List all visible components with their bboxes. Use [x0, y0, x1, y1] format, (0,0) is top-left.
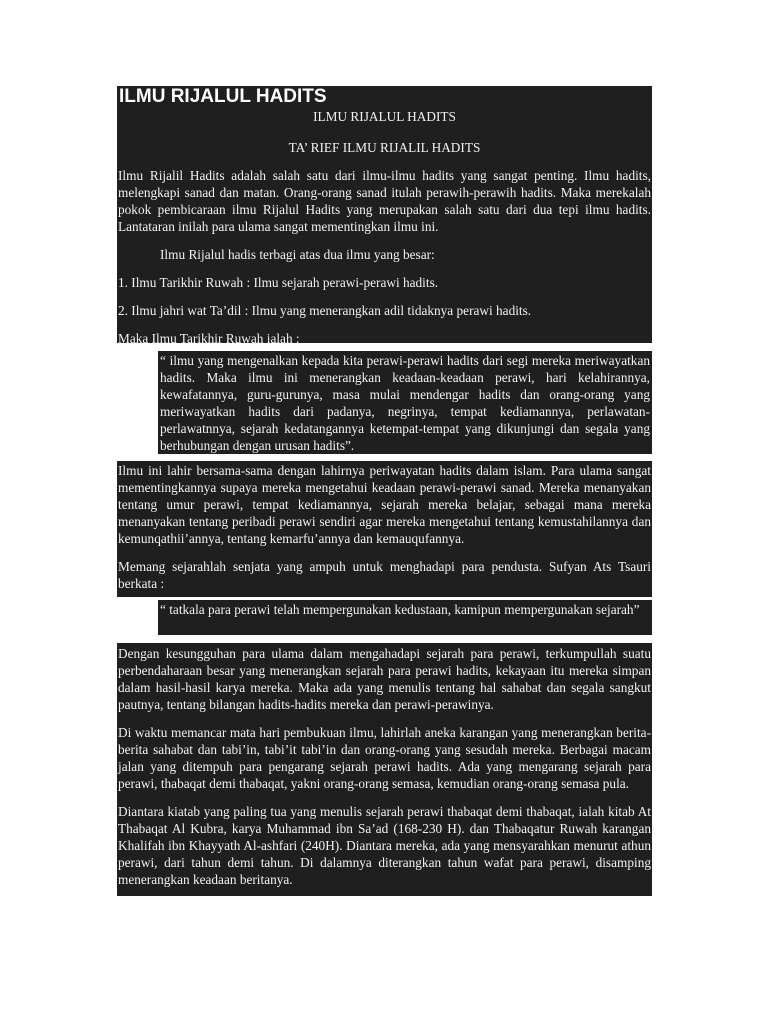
intro-block — [117, 86, 652, 346]
subtitle-heading: ILMU RIJALUL HADITS — [313, 109, 456, 124]
paragraph-sufyan: Memang sejarahlah senjata yang ampuh untuk menghadapi para pendusta. Sufyan Ats Tsauri berkata : — [118, 559, 651, 591]
list-item-jahri-wat-tadil: 2. Ilmu jahri wat Ta’dil : Ilmu yang menerangkan adil tidaknya perawi hadits. — [118, 303, 532, 318]
history-block — [117, 461, 652, 597]
paragraph-definition-lead: Maka Ilmu Tarikhir Ruwah ialah : — [118, 331, 300, 346]
definition-heading: TA’ RIEF ILMU RIJALIL HADITS — [288, 140, 481, 155]
literature-block — [117, 643, 652, 896]
document-title: ILMU RIJALUL HADITS — [119, 86, 327, 107]
quote-definition — [158, 351, 652, 454]
quote-sufyan — [158, 600, 652, 635]
paragraph-thabaqat: Diantara kiatab yang paling tua yang menulis sejarah perawi thabaqat demi thabaqat, ialah kitab At Thabaqat Al Kubra, karya Muhammad ibn Sa’ad (168-230 H). dan Thabaqatur Ruwah karangan Khalifah ibn Khayyath Al-ashfari (240H). Diantara mereka, ada yang mensyarahkan menurut athun perawi, dari tahun demi tahun. Di dalamnya diterangkan tahun wafat para perawi, disamping menerangkan keadaan beritanya. — [118, 804, 651, 887]
paragraph-compilation: Di waktu memancar mata hari pembukuan ilmu, lahirlah aneka karangan yang menerangkan berita-berita sahabat dan tabi’in, tabi’it tabi’in dan orang-orang yang sesudah mereka. Berbagai macam jalan yang ditempuh para pengarang sejarah perawi hadits. Ada yang mengarang sejarah para perawi, thabaqat demi thabaqat, yakni orang-orang semasa, kemudian orang-orang semasa pula. — [118, 725, 651, 791]
paragraph-origin: Ilmu ini lahir bersama-sama dengan lahirnya periwayatan hadits dalam islam. Para ulama sangat mementingkannya supaya mereka mengetahui keadaan perawi-perawi sanad. Mereka menanyakan tentang umur perawi, tempat kediamannya, sejarah mereka belajar, sebagai mana mereka menanyakan tentang peribadi perawi sendiri agar mereka mengetahui tentang kemustahilannya dan kemunqathii’annya, tentang kemarfu’annya dan kemauqufannya. — [118, 463, 651, 546]
quote-definition-text: “ ilmu yang mengenalkan kepada kita perawi-perawi hadits dari segi mereka meriwayatkan hadits. Maka ilmu ini menerangkan keadaan-keadaan perawi, hari kelahirannya, kewafatannya, guru-gurunya, masa mulai mendengar hadits dan orang-orang yang meriwayatkan hadits dari padanya, negrinya, tempat kediamannya, perlawatan-perlawatnnya, sejarah kedatangannya ketempat-tempat yang dikunjungi dan segala yang berhubungan dengan urusan hadits”. — [160, 353, 650, 453]
paragraph-intro: Ilmu Rijalil Hadits adalah salah satu dari ilmu-ilmu hadits yang sangat penting. Ilmu hadits, melengkapi sanad dan matan. Orang-orang sanad itulah perawih-perawih hadits. Maka merekalah pokok pembicaraan ilmu Rijalul Hadits yang merupakan salah satu dari dua tepi ilmu hadits. Lantataran inilah para ulama sangat mementingkan ilmu ini. — [118, 168, 651, 234]
quote-sufyan-text: “ tatkala para perawi telah mempergunakan kedustaan, kamipun mempergunakan sejarah” — [160, 602, 640, 617]
paragraph-collection: Dengan kesungguhan para ulama dalam mengahadapi sejarah para perawi, terkumpullah suatu perbendaharaan besar yang menerangkan sejarah para perawi hadits, kekayaan itu mereka simpan dalam hasil-hasil karya mereka. Maka ada yang menulis tentang hal sahabat dan segala sangkut pautnya, tentang bilangan hadits-hadits mereka dan perawi-perawinya. — [118, 646, 651, 712]
list-item-tarikhir-ruwah: 1. Ilmu Tarikhir Ruwah : Ilmu sejarah perawi-perawi hadits. — [118, 275, 439, 290]
paragraph-division: Ilmu Rijalul hadis terbagi atas dua ilmu yang besar: — [160, 247, 435, 262]
